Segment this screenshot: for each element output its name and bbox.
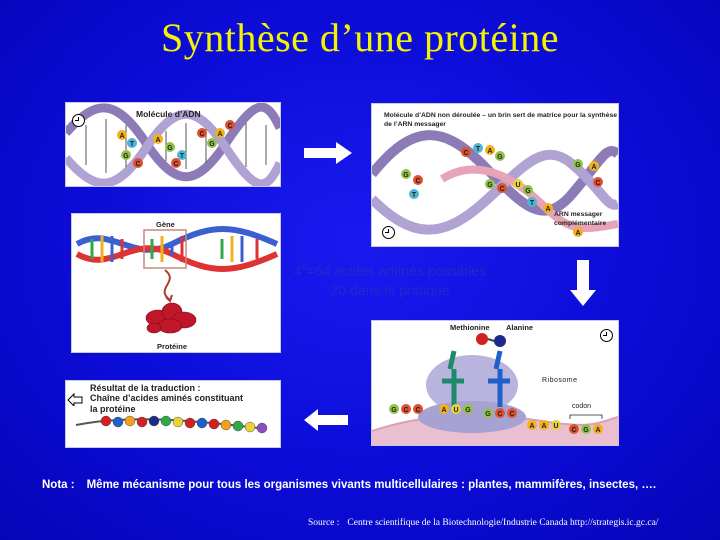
svg-text:G: G xyxy=(487,182,493,189)
svg-text:G: G xyxy=(497,154,503,161)
svg-text:C: C xyxy=(403,407,409,414)
svg-text:C: C xyxy=(509,411,515,418)
svg-text:U: U xyxy=(553,423,559,430)
mrna-caption-line2: de l’ARN messager xyxy=(384,121,446,128)
svg-text:U: U xyxy=(515,182,521,189)
svg-text:A: A xyxy=(541,423,547,430)
svg-text:G: G xyxy=(485,411,491,418)
amino-acid-count-line1 xyxy=(270,262,510,279)
svg-text:C: C xyxy=(227,123,233,130)
translation-result-panel xyxy=(66,381,280,447)
right-arrow xyxy=(304,142,352,164)
svg-text:C: C xyxy=(463,150,469,157)
gene-label: Gène xyxy=(156,220,175,229)
source-label: Source : xyxy=(308,518,340,528)
svg-text:G: G xyxy=(403,172,409,179)
source-text: Centre scientifique de la Biotechnologie/Industrie Canada http://strategis.ic.gc.ca/ xyxy=(347,518,659,528)
note-line xyxy=(42,479,656,491)
svg-text:T: T xyxy=(529,200,535,207)
dna-molecule-caption: Molécule d’ADN xyxy=(136,109,201,119)
svg-text:C: C xyxy=(173,161,179,168)
svg-text:C: C xyxy=(415,407,421,414)
svg-text:T: T xyxy=(411,192,417,199)
note-label: Nota : xyxy=(42,479,75,491)
svg-text:G: G xyxy=(391,407,397,414)
note-text: Même mécanisme pour tous les organismes vivants multicellulaires : plantes, mammifères, insectes, …. xyxy=(86,479,657,491)
count-text: =64 acides aminés possibles xyxy=(306,262,487,279)
mrna-label-line1: ARN messager xyxy=(554,211,603,218)
ribosome-label: Ribosome xyxy=(542,377,578,384)
svg-text:C: C xyxy=(499,186,505,193)
svg-text:A: A xyxy=(529,423,535,430)
gene-protein-panel xyxy=(72,214,280,352)
svg-text:G: G xyxy=(575,162,581,169)
svg-text:A: A xyxy=(217,131,223,138)
clock-icon xyxy=(382,226,395,239)
amino-acid-count-line2: 20 dans la pratique xyxy=(330,282,450,298)
ribosome-panel xyxy=(372,321,618,445)
svg-text:G: G xyxy=(167,145,173,152)
dna-molecule-panel xyxy=(66,103,280,186)
result-line2: Chaîne d’acides aminés constituant xyxy=(90,393,244,403)
svg-text:C: C xyxy=(199,131,205,138)
svg-text:A: A xyxy=(487,148,493,155)
count-exponent: 3 xyxy=(301,262,307,272)
svg-text:T: T xyxy=(179,153,185,160)
gene-illustration xyxy=(72,214,280,352)
svg-text:A: A xyxy=(545,206,551,213)
source-line xyxy=(308,518,658,528)
alanine-label: Alanine xyxy=(506,323,534,332)
svg-text:A: A xyxy=(595,427,601,434)
methionine-label: Methionine xyxy=(450,323,490,332)
svg-text:G: G xyxy=(583,427,589,434)
svg-text:A: A xyxy=(155,137,161,144)
svg-text:G: G xyxy=(465,407,471,414)
left-arrow xyxy=(304,409,348,431)
clock-icon xyxy=(72,114,85,127)
svg-text:A: A xyxy=(575,230,581,237)
svg-text:G: G xyxy=(209,141,215,148)
svg-text:T: T xyxy=(475,146,481,153)
svg-text:A: A xyxy=(119,133,125,140)
svg-text:C: C xyxy=(595,180,601,187)
result-line1: Résultat de la traduction : xyxy=(90,383,201,393)
ribosome-illustration xyxy=(372,321,618,445)
svg-text:A: A xyxy=(591,164,597,171)
count-base: 4 xyxy=(293,262,302,279)
mrna-label-line2: complémentaire xyxy=(554,220,607,227)
pointer-icon xyxy=(66,392,84,406)
svg-text:A: A xyxy=(441,407,447,414)
svg-text:C: C xyxy=(135,161,141,168)
svg-text:G: G xyxy=(123,153,129,160)
mrna-caption-line1: Molécule d’ADN non déroulée – un brin sert de matrice pour la synthèse xyxy=(384,112,618,119)
svg-text:U: U xyxy=(453,407,459,414)
svg-text:T: T xyxy=(129,141,135,148)
svg-text:C: C xyxy=(497,411,503,418)
codon-label: codon xyxy=(572,403,592,410)
slide-title: Synthèse d’une protéine xyxy=(160,15,560,60)
mrna-synthesis-panel xyxy=(372,104,618,246)
svg-text:C: C xyxy=(415,178,421,185)
svg-text:G: G xyxy=(525,188,531,195)
svg-text:C: C xyxy=(571,427,577,434)
protein-label: Protéine xyxy=(157,342,188,351)
result-line3: la protéine xyxy=(90,404,136,414)
clock-icon xyxy=(600,329,613,342)
down-arrow xyxy=(570,260,596,306)
